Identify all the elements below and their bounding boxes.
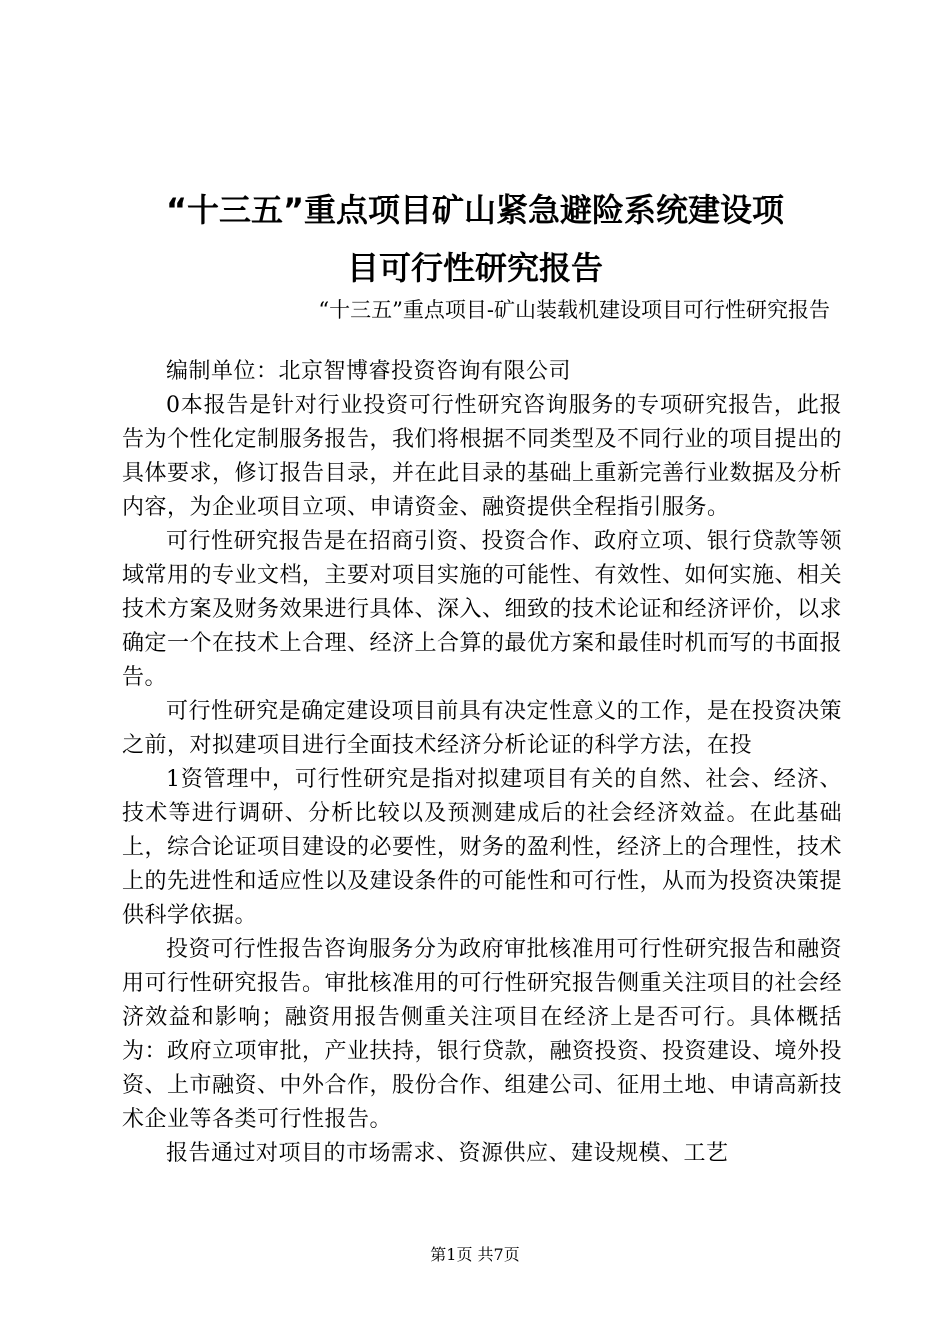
page-footer: 第1页 共7页: [430, 1245, 520, 1264]
paragraph-importance: 可行性研究是确定建设项目前具有决定性意义的工作，是在投资决策之前，对拟建项目进行全面技术经济分析论证的科学方法，在投: [122, 699, 842, 758]
document-title-line-1: “十三五”重点项目矿山紧急避险系统建设项: [165, 191, 785, 229]
paragraph-management: 1资管理中，可行性研究是指对拟建项目有关的自然、社会、经济、技术等进行调研、分析比较以及预测建成后的社会经济效益。在此基础上，综合论证项目建设的必要性，财务的盈利性，经济上的合理性，技术上的先进性和适应性以及建设条件的可能性和可行性，从而为投资决策提供科学依据。: [122, 767, 843, 928]
paragraph-analysis: 报告通过对项目的市场需求、资源供应、建设规模、工艺: [166, 1141, 729, 1166]
document-subtitle: “十三五”重点项目-矿山装载机建设项目可行性研究报告: [318, 298, 830, 322]
document-title-line-2: 目可行性研究报告: [346, 249, 603, 287]
paragraph-compiler: 编制单位：北京智博睿投资咨询有限公司: [166, 359, 572, 384]
paragraph-intro: 0本报告是针对行业投资可行性研究咨询服务的专项研究报告，此报告为个性化定制服务报告，我们将根据不同类型及不同行业的项目提出的具体要求，修订报告目录，并在此目录的基础上重新完善行业数据及分析内容，为企业项目立项、申请资金、融资提供全程指引服务。: [122, 393, 843, 520]
paragraph-service-types: 投资可行性报告咨询服务分为政府审批核准用可行性研究报告和融资用可行性研究报告。审批核准用的可行性研究报告侧重关注项目的社会经济效益和影响；融资用报告侧重关注项目在经济上是否可行。具体概括为：政府立项审批，产业扶持，银行贷款，融资投资、投资建设、境外投资、上市融资、中外合作，股份合作、组建公司、征用土地、申请高新技术企业等各类可行性报告。: [122, 937, 843, 1132]
paragraph-definition: 可行性研究报告是在招商引资、投资合作、政府立项、银行贷款等领域常用的专业文档，主要对项目实施的可能性、有效性、如何实施、相关技术方案及财务效果进行具体、深入、细致的技术论证和经济评价，以求确定一个在技术上合理、经济上合算的最优方案和最佳时机而写的书面报告。: [122, 529, 843, 690]
document-body: [122, 355, 842, 1171]
